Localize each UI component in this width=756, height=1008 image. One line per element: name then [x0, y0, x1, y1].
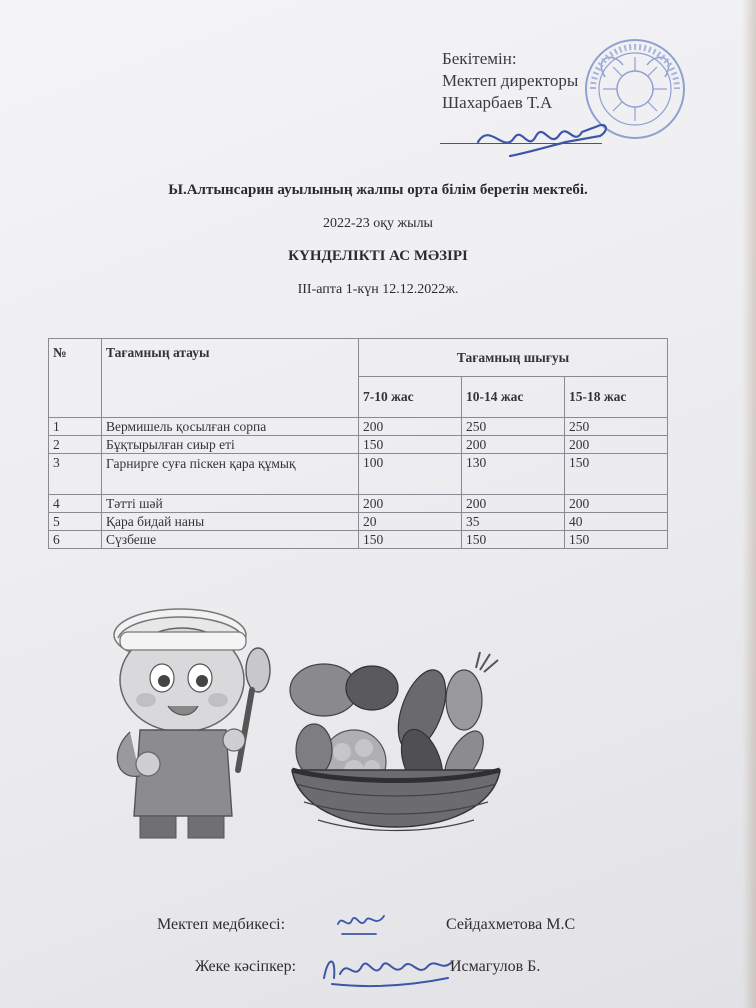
- approval-block: [442, 48, 578, 114]
- row-number: 4: [49, 495, 102, 513]
- row-number: 2: [49, 436, 102, 454]
- portion-15-18: 40: [565, 513, 668, 531]
- entrepreneur-name: Исмагулов Б.: [450, 958, 541, 975]
- portion-15-18: 200: [565, 495, 668, 513]
- dish-name: Гарнирге суға піскен қара құмық: [102, 454, 359, 495]
- row-number: 3: [49, 454, 102, 495]
- portion-7-10: 150: [359, 531, 462, 549]
- column-header-age-10-14: 10-14 жас: [462, 377, 565, 418]
- row-number: 6: [49, 531, 102, 549]
- column-header-yield: Тағамның шығуы: [359, 339, 668, 377]
- child-chef-icon: [100, 580, 280, 850]
- approval-director-name: Шахарбаев Т.А: [442, 93, 553, 112]
- approval-position: Мектеп директоры: [442, 71, 579, 90]
- daily-menu-table: [48, 338, 668, 549]
- table-row: [49, 513, 668, 531]
- table-row: [49, 418, 668, 436]
- portion-7-10: 200: [359, 418, 462, 436]
- nurse-signature-icon: [332, 906, 392, 940]
- portion-10-14: 200: [462, 436, 565, 454]
- portion-10-14: 150: [462, 531, 565, 549]
- entrepreneur-label: Жеке кәсіпкер:: [195, 958, 297, 975]
- portion-15-18: 250: [565, 418, 668, 436]
- nurse-label: Мектеп медбикесі:: [157, 916, 286, 933]
- dish-name: Қара бидай наны: [102, 513, 359, 531]
- vegetable-basket-icon: [284, 650, 508, 855]
- portion-10-14: 200: [462, 495, 565, 513]
- director-signature-icon: [470, 112, 620, 164]
- portion-7-10: 150: [359, 436, 462, 454]
- portion-7-10: 100: [359, 454, 462, 495]
- academic-year: 2022-23 оқу жылы: [323, 216, 433, 231]
- table-row: [49, 454, 668, 495]
- entrepreneur-signature-icon: [318, 948, 458, 990]
- school-name-heading: Ы.Алтынсарин ауылының жалпы орта білім беретін мектебі.: [168, 182, 588, 198]
- portion-10-14: 130: [462, 454, 565, 495]
- table-row: [49, 436, 668, 454]
- dish-name: Тәтті шәй: [102, 495, 359, 513]
- portion-7-10: 200: [359, 495, 462, 513]
- paper-shadow-edge: [742, 0, 756, 1008]
- portion-10-14: 250: [462, 418, 565, 436]
- table-header-row: [49, 339, 668, 377]
- portion-10-14: 35: [462, 513, 565, 531]
- column-header-number: №: [49, 339, 102, 418]
- column-header-dish-name: Тағамның атауы: [102, 339, 359, 418]
- column-header-age-7-10: 7-10 жас: [359, 377, 462, 418]
- row-number: 1: [49, 418, 102, 436]
- table-row: [49, 531, 668, 549]
- row-number: 5: [49, 513, 102, 531]
- approval-label: Бекітемін:: [442, 49, 517, 68]
- portion-7-10: 20: [359, 513, 462, 531]
- menu-date: ІІІ-апта 1-күн 12.12.2022ж.: [297, 282, 459, 297]
- nurse-name: Сейдахметова М.С: [446, 916, 576, 933]
- portion-15-18: 150: [565, 531, 668, 549]
- dish-name: Сүзбеше: [102, 531, 359, 549]
- dish-name: Бұқтырылған сиыр еті: [102, 436, 359, 454]
- table-row: [49, 495, 668, 513]
- column-header-age-15-18: 15-18 жас: [565, 377, 668, 418]
- portion-15-18: 200: [565, 436, 668, 454]
- menu-title: КҮНДЕЛІКТІ АС МӘЗІРІ: [288, 248, 468, 264]
- dish-name: Вермишель қосылған сорпа: [102, 418, 359, 436]
- portion-15-18: 150: [565, 454, 668, 495]
